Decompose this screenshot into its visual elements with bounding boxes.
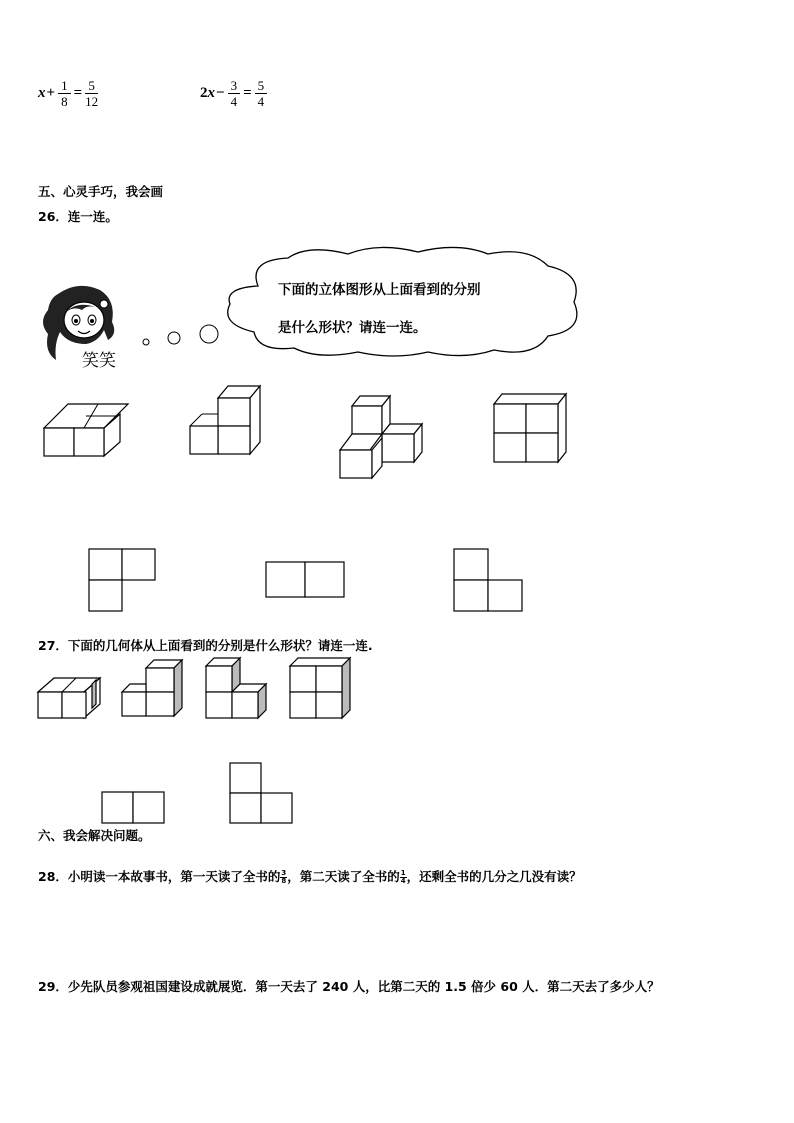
eq1-equals: = — [73, 85, 83, 101]
q26-solid-2 — [188, 382, 268, 462]
question-29: 29．少先队员参观祖国建设成就展览．第一天去了 240 人，比第二天的 1.5 倍少 60 人．第二天去了多少人？ — [38, 979, 660, 994]
q27-top-view-2 — [229, 762, 295, 826]
thought-bubbles — [138, 320, 228, 350]
eq1-plus: + — [46, 85, 56, 101]
q26-top-view-3 — [453, 548, 525, 614]
q26-solid-3 — [338, 392, 428, 482]
q26-solid-1 — [40, 400, 130, 460]
section-6-title: 六、我会解决问题。 — [38, 828, 151, 843]
q27-solid-1 — [36, 674, 102, 720]
cloud-line-1: 下面的立体图形从上面看到的分别 — [278, 282, 481, 298]
girl-caption: 笑笑 — [82, 351, 116, 371]
question-28: 28．小明读一本故事书，第一天读了全书的 $\frac{3}{8}$ ，第二天读了全书的 $\frac{1}{4}$ ，还剩全书的几分之几没有读？ — [38, 869, 582, 885]
question-26-label: 26．连一连。 — [38, 209, 118, 224]
eq1-variable: x — [38, 85, 46, 101]
eq1-fraction-2: $\frac{5}{12}$ — [85, 78, 99, 109]
eq2-variable: x — [207, 85, 215, 101]
question-27-label: 27．下面的几何体从上面看到的分别是什么形状？请连一连. — [38, 638, 373, 653]
section-5-title: 五、心灵手巧，我会画 — [38, 184, 164, 199]
eq2-fraction-2: $\frac{5}{4}$ — [255, 78, 268, 109]
q26-top-view-1 — [88, 548, 158, 614]
cloud-line-2: 是什么形状？请连一连。 — [278, 320, 427, 336]
q27-solid-2 — [120, 658, 186, 720]
eq2-equals: = — [243, 85, 252, 101]
q27-solid-4 — [288, 656, 352, 720]
equation-2 — [200, 78, 269, 109]
equation-1 — [38, 78, 100, 109]
q26-top-view-2 — [265, 561, 347, 599]
q28-fraction-1: $\frac{3}{8}$ — [281, 869, 287, 885]
speech-cloud — [218, 246, 586, 358]
q26-solid-4 — [492, 392, 572, 464]
q27-top-view-1 — [101, 791, 167, 825]
eq2-fraction-1: $\frac{3}{4}$ — [228, 78, 241, 109]
eq1-fraction-1: $\frac{1}{8}$ — [58, 78, 71, 109]
eq2-minus: − — [216, 85, 225, 101]
q28-fraction-2: $\frac{1}{4}$ — [400, 869, 406, 885]
q27-solid-3 — [204, 656, 270, 720]
eq2-coefficient: 2 — [200, 85, 208, 101]
